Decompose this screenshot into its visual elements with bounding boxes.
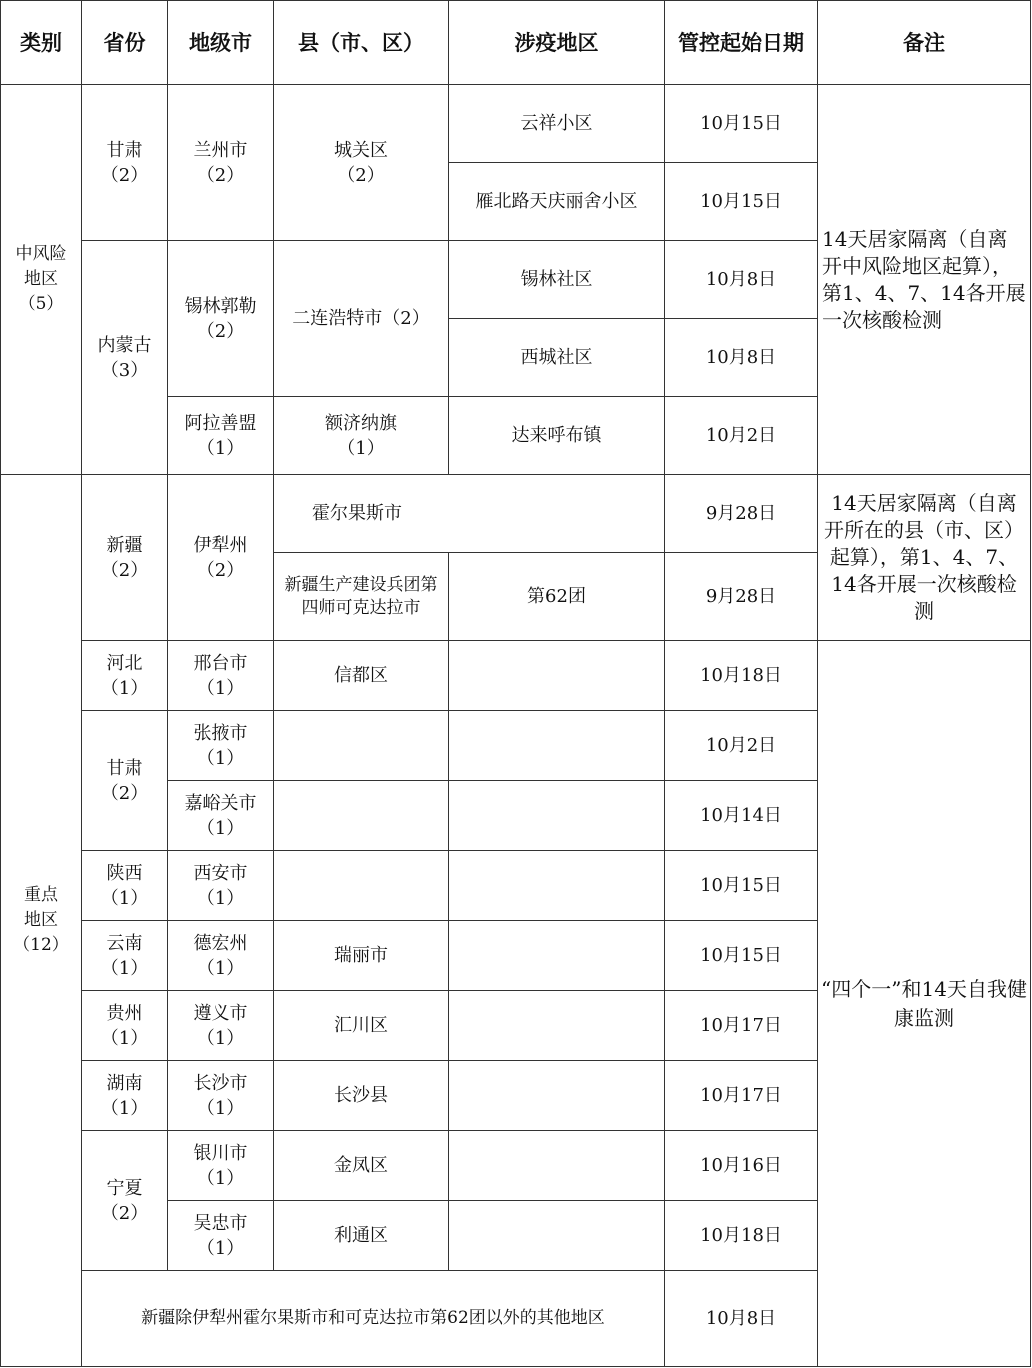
date-cell: 10月2日 xyxy=(665,711,818,781)
city-wuzhong xyxy=(168,1201,274,1271)
city-count: （1） xyxy=(196,1237,245,1259)
date-cell: 10月8日 xyxy=(665,241,818,319)
date-cell: 10月17日 xyxy=(665,991,818,1061)
city-xian xyxy=(168,851,274,921)
province-gansu xyxy=(82,711,168,851)
city-xingtai xyxy=(168,641,274,711)
province-count: （2） xyxy=(100,782,149,804)
city-count: （1） xyxy=(196,747,245,769)
province-count: （1） xyxy=(100,957,149,979)
date-cell: 10月14日 xyxy=(665,781,818,851)
city-count: （2） xyxy=(196,164,245,186)
date-cell: 10月15日 xyxy=(665,921,818,991)
city-zunyi xyxy=(168,991,274,1061)
header-remarks: 备注 xyxy=(818,1,1031,85)
county-count: （2） xyxy=(337,164,385,186)
remark-xinjiang: 14天居家隔离（自离开所在的县（市、区）起算），第1、4、7、14各开展一次核酸检测 xyxy=(818,475,1031,641)
province-guizhou xyxy=(82,991,168,1061)
county-cell xyxy=(274,781,449,851)
city-lanzhou xyxy=(168,85,274,241)
province-name: 河北 xyxy=(106,652,143,674)
area-cell xyxy=(449,851,665,921)
city-count: （1） xyxy=(196,957,245,979)
city-count: （1） xyxy=(196,817,245,839)
city-name: 阿拉善盟 xyxy=(184,412,257,434)
date-cell: 10月15日 xyxy=(665,851,818,921)
province-name: 云南 xyxy=(106,932,143,954)
city-count: （2） xyxy=(196,559,245,581)
city-name: 遵义市 xyxy=(193,1002,248,1024)
xinjiang-other-areas: 新疆除伊犁州霍尔果斯市和可克达拉市第62团以外的其他地区 xyxy=(82,1271,665,1367)
city-name: 吴忠市 xyxy=(193,1212,248,1234)
date-cell: 10月8日 xyxy=(665,319,818,397)
province-name: 甘肃 xyxy=(106,757,143,779)
header-category: 类别 xyxy=(1,1,82,85)
category-name: 中风险地区 xyxy=(15,244,67,289)
city-name: 长沙市 xyxy=(193,1072,248,1094)
county-bingtuan: 新疆生产建设兵团第四师可克达拉市 xyxy=(274,553,449,641)
county-chengguan xyxy=(274,85,449,241)
area-cell xyxy=(449,641,665,711)
county-erlian: 二连浩特市（2） xyxy=(274,241,449,397)
date-cell: 10月15日 xyxy=(665,163,818,241)
city-count: （1） xyxy=(196,1097,245,1119)
category-medium-risk xyxy=(1,85,82,475)
province-xinjiang xyxy=(82,475,168,641)
province-name: 贵州 xyxy=(106,1002,143,1024)
area-cell xyxy=(449,1201,665,1271)
province-count: （1） xyxy=(100,1027,149,1049)
city-alashan xyxy=(168,397,274,475)
date-cell: 10月2日 xyxy=(665,397,818,475)
table-row xyxy=(1,475,1031,553)
county-cell: 信都区 xyxy=(274,641,449,711)
city-count: （2） xyxy=(196,320,245,342)
county-cell: 长沙县 xyxy=(274,1061,449,1131)
province-ningxia xyxy=(82,1131,168,1271)
area-cell: 第62团 xyxy=(449,553,665,641)
area-cell xyxy=(449,991,665,1061)
area-cell xyxy=(449,711,665,781)
city-yinchuan xyxy=(168,1131,274,1201)
city-changsha xyxy=(168,1061,274,1131)
province-name: 甘肃 xyxy=(106,139,143,161)
county-cell: 瑞丽市 xyxy=(274,921,449,991)
table-row xyxy=(1,85,1031,163)
county-name: 城关区 xyxy=(334,139,388,161)
county-cell xyxy=(274,711,449,781)
remark-medium-risk: 14天居家隔离（自离开中风险地区起算），第1、4、7、14各开展一次核酸检测 xyxy=(818,85,1031,475)
category-count: （12） xyxy=(13,935,69,955)
date-cell: 10月15日 xyxy=(665,85,818,163)
header-area: 涉疫地区 xyxy=(449,1,665,85)
area-cell: 雁北路天庆丽舍小区 xyxy=(449,163,665,241)
province-shaanxi xyxy=(82,851,168,921)
county-huoerguosi: 霍尔果斯市 xyxy=(274,475,665,553)
province-hebei xyxy=(82,641,168,711)
city-count: （1） xyxy=(196,677,245,699)
header-start-date: 管控起始日期 xyxy=(665,1,818,85)
header-row xyxy=(1,1,1031,85)
county-cell xyxy=(274,851,449,921)
city-dehong xyxy=(168,921,274,991)
city-name: 锡林郭勒 xyxy=(184,295,257,317)
area-cell xyxy=(449,1061,665,1131)
province-name: 新疆 xyxy=(106,534,143,556)
county-cell: 利通区 xyxy=(274,1201,449,1271)
county-cell: 汇川区 xyxy=(274,991,449,1061)
city-jiayuguan xyxy=(168,781,274,851)
area-cell: 达来呼布镇 xyxy=(449,397,665,475)
province-count: （1） xyxy=(100,1097,149,1119)
area-cell: 锡林社区 xyxy=(449,241,665,319)
city-count: （1） xyxy=(196,1027,245,1049)
province-count: （2） xyxy=(100,1202,149,1224)
province-name: 宁夏 xyxy=(106,1177,143,1199)
county-ejina xyxy=(274,397,449,475)
date-cell: 9月28日 xyxy=(665,475,818,553)
county-cell: 金凤区 xyxy=(274,1131,449,1201)
header-county: 县（市、区） xyxy=(274,1,449,85)
county-count: （1） xyxy=(337,437,385,459)
city-name: 嘉峪关市 xyxy=(184,792,257,814)
city-count: （1） xyxy=(196,1167,245,1189)
city-name: 西安市 xyxy=(193,862,248,884)
date-cell: 10月18日 xyxy=(665,1201,818,1271)
date-cell: 10月16日 xyxy=(665,1131,818,1201)
category-key-areas xyxy=(1,475,82,1367)
date-cell: 10月17日 xyxy=(665,1061,818,1131)
city-name: 兰州市 xyxy=(193,139,248,161)
area-cell: 云祥小区 xyxy=(449,85,665,163)
city-xilinguole xyxy=(168,241,274,397)
city-name: 邢台市 xyxy=(193,652,248,674)
province-yunnan xyxy=(82,921,168,991)
county-name: 额济纳旗 xyxy=(325,412,397,434)
city-name: 伊犁州 xyxy=(193,534,248,556)
header-province: 省份 xyxy=(82,1,168,85)
city-name: 张掖市 xyxy=(193,722,248,744)
area-cell: 西城社区 xyxy=(449,319,665,397)
date-cell: 10月18日 xyxy=(665,641,818,711)
province-count: （3） xyxy=(100,359,149,381)
date-cell: 9月28日 xyxy=(665,553,818,641)
province-hunan xyxy=(82,1061,168,1131)
province-gansu xyxy=(82,85,168,241)
city-count: （1） xyxy=(196,887,245,909)
province-neimenggu xyxy=(82,241,168,475)
header-city: 地级市 xyxy=(168,1,274,85)
table-row xyxy=(1,641,1031,711)
area-cell xyxy=(449,781,665,851)
province-count: （2） xyxy=(100,164,149,186)
category-name: 重点地区 xyxy=(24,885,58,930)
province-count: （1） xyxy=(100,887,149,909)
city-yili xyxy=(168,475,274,641)
date-cell: 10月8日 xyxy=(665,1271,818,1367)
province-count: （1） xyxy=(100,677,149,699)
city-name: 银川市 xyxy=(193,1142,248,1164)
category-count: （5） xyxy=(18,294,64,314)
remark-other: “四个一”和14天自我健康监测 xyxy=(818,641,1031,1367)
city-count: （1） xyxy=(196,437,245,459)
province-name: 湖南 xyxy=(106,1072,143,1094)
province-name: 内蒙古 xyxy=(97,334,152,356)
area-cell xyxy=(449,921,665,991)
city-zhangye xyxy=(168,711,274,781)
city-name: 德宏州 xyxy=(193,932,248,954)
area-cell xyxy=(449,1131,665,1201)
province-count: （2） xyxy=(100,559,149,581)
province-name: 陕西 xyxy=(106,862,143,884)
